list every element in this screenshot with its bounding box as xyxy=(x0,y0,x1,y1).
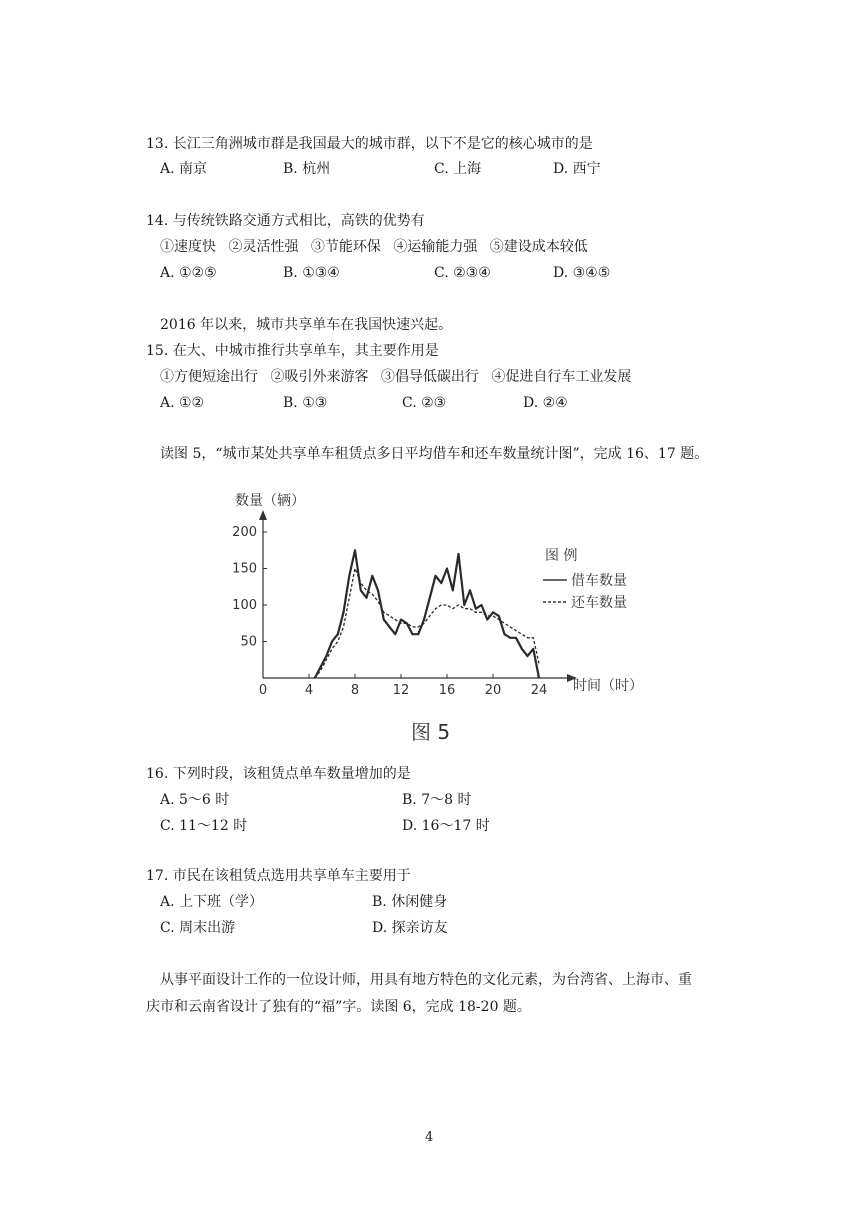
q15-option-c: C. ②③ xyxy=(402,395,447,411)
q14-option-c: C. ②③④ xyxy=(434,265,491,281)
q16-option-b: B. 7～8 时 xyxy=(402,792,472,808)
para-18-line-1: 从事平面设计工作的一位设计师，用具有地方特色的文化元素，为台湾省、上海市、重 xyxy=(160,972,692,988)
q13-option-c: C. 上海 xyxy=(434,161,482,177)
q14-stem: 14. 与传统铁路交通方式相比，高铁的优势有 xyxy=(146,213,425,229)
chart-ticks xyxy=(232,525,547,698)
x-tick-label: 0 xyxy=(258,683,268,698)
q14-items: ①速度快 ②灵活性强 ③节能环保 ④运输能力强 ⑤建设成本较低 xyxy=(160,239,588,255)
y-axis-arrow xyxy=(259,510,267,520)
chart-axes xyxy=(259,510,577,682)
q14-option-d: D. ③④⑤ xyxy=(553,265,611,281)
x-tick-label: 8 xyxy=(350,683,360,698)
y-axis-label: 数量（辆） xyxy=(235,493,305,509)
y-tick-label: 50 xyxy=(240,634,257,650)
q17-option-d: D. 探亲访友 xyxy=(372,920,448,936)
q14-option-a: A. ①②⑤ xyxy=(160,265,217,281)
q17-option-b: B. 休闲健身 xyxy=(372,894,448,910)
q16-option-d: D. 16～17 时 xyxy=(402,818,490,834)
legend-label-borrow: 借车数量 xyxy=(571,573,627,589)
figure-5-chart xyxy=(225,485,665,745)
x-tick-label: 12 xyxy=(392,683,410,698)
x-tick-label: 4 xyxy=(304,683,314,698)
y-tick-label: 150 xyxy=(232,561,257,577)
page-number: 4 xyxy=(425,1130,434,1145)
para-18-line-2: 庆市和云南省设计了独有的“福”字。读图 6，完成 18-20 题。 xyxy=(146,999,531,1015)
intro-16: 读图 5，“城市某处共享单车租赁点多日平均借车和还车数量统计图”，完成 16、17 题。 xyxy=(160,446,709,462)
legend-title: 图 例 xyxy=(545,548,578,564)
x-axis-label: 时间（时） xyxy=(573,678,643,694)
q13-option-b: B. 杭州 xyxy=(283,161,331,177)
q15-option-d: D. ②④ xyxy=(523,395,568,411)
y-tick-label: 200 xyxy=(232,525,257,540)
figure-caption: 图 5 xyxy=(411,720,451,744)
x-tick-label: 24 xyxy=(530,683,548,698)
chart-lines xyxy=(315,550,539,678)
q16-option-c: C. 11～12 时 xyxy=(160,818,248,834)
q13-stem: 13. 长江三角洲城市群是我国最大的城市群，以下不是它的核心城市的是 xyxy=(146,136,593,152)
q15-option-b: B. ①③ xyxy=(283,395,328,411)
q16-stem: 16. 下列时段，该租赁点单车数量增加的是 xyxy=(146,766,411,782)
x-tick-label: 16 xyxy=(438,683,456,698)
q13-option-a: A. 南京 xyxy=(160,161,208,177)
legend-label-return: 还车数量 xyxy=(571,595,627,611)
q17-option-a: A. 上下班（学） xyxy=(160,894,264,910)
x-tick-label: 20 xyxy=(484,683,502,698)
q17-stem: 17. 市民在该租赁点选用共享单车主要用于 xyxy=(146,868,411,884)
intro-15: 2016 年以来，城市共享单车在我国快速兴起。 xyxy=(160,317,453,333)
q16-option-a: A. 5～6 时 xyxy=(160,792,230,808)
chart-legend xyxy=(543,548,627,611)
q14-option-b: B. ①③④ xyxy=(283,265,340,281)
q15-option-a: A. ①② xyxy=(160,395,205,411)
series-borrow-line xyxy=(315,550,539,678)
q15-stem: 15. 在大、中城市推行共享单车，其主要作用是 xyxy=(146,343,439,359)
q17-option-c: C. 周末出游 xyxy=(160,920,236,936)
q15-items: ①方便短途出行 ②吸引外来游客 ③倡导低碳出行 ④促进自行车工业发展 xyxy=(160,369,632,385)
q13-option-d: D. 西宁 xyxy=(553,161,601,177)
y-tick-label: 100 xyxy=(232,598,257,613)
